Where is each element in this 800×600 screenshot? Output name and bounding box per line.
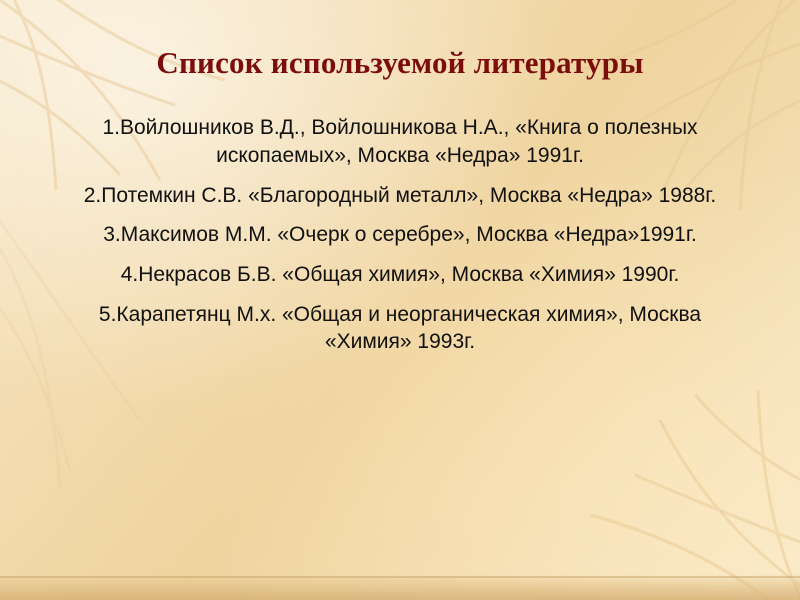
reference-list: [34, 114, 766, 356]
page-title: Список используемой литературы: [156, 45, 644, 80]
list-item: 2.Потемкин С.В. «Благородный металл», Москва «Недра» 1988г.: [83, 183, 717, 207]
list-item: 4.Некрасов Б.В. «Общая химия», Москва «Химия» 1990г.: [120, 262, 680, 286]
list-item: 5.Карапетянц М.х. «Общая и неорганическая химия», Москва «Химия» 1993г.: [98, 302, 702, 354]
list-item: 3.Максимов М.М. «Очерк о серебре», Москва «Недра»1991г.: [103, 223, 697, 247]
list-item: 1.Войлошников В.Д., Войлошникова Н.А., «Книга о полезных ископаемых», Москва «Недра» 1991г.: [102, 116, 698, 167]
